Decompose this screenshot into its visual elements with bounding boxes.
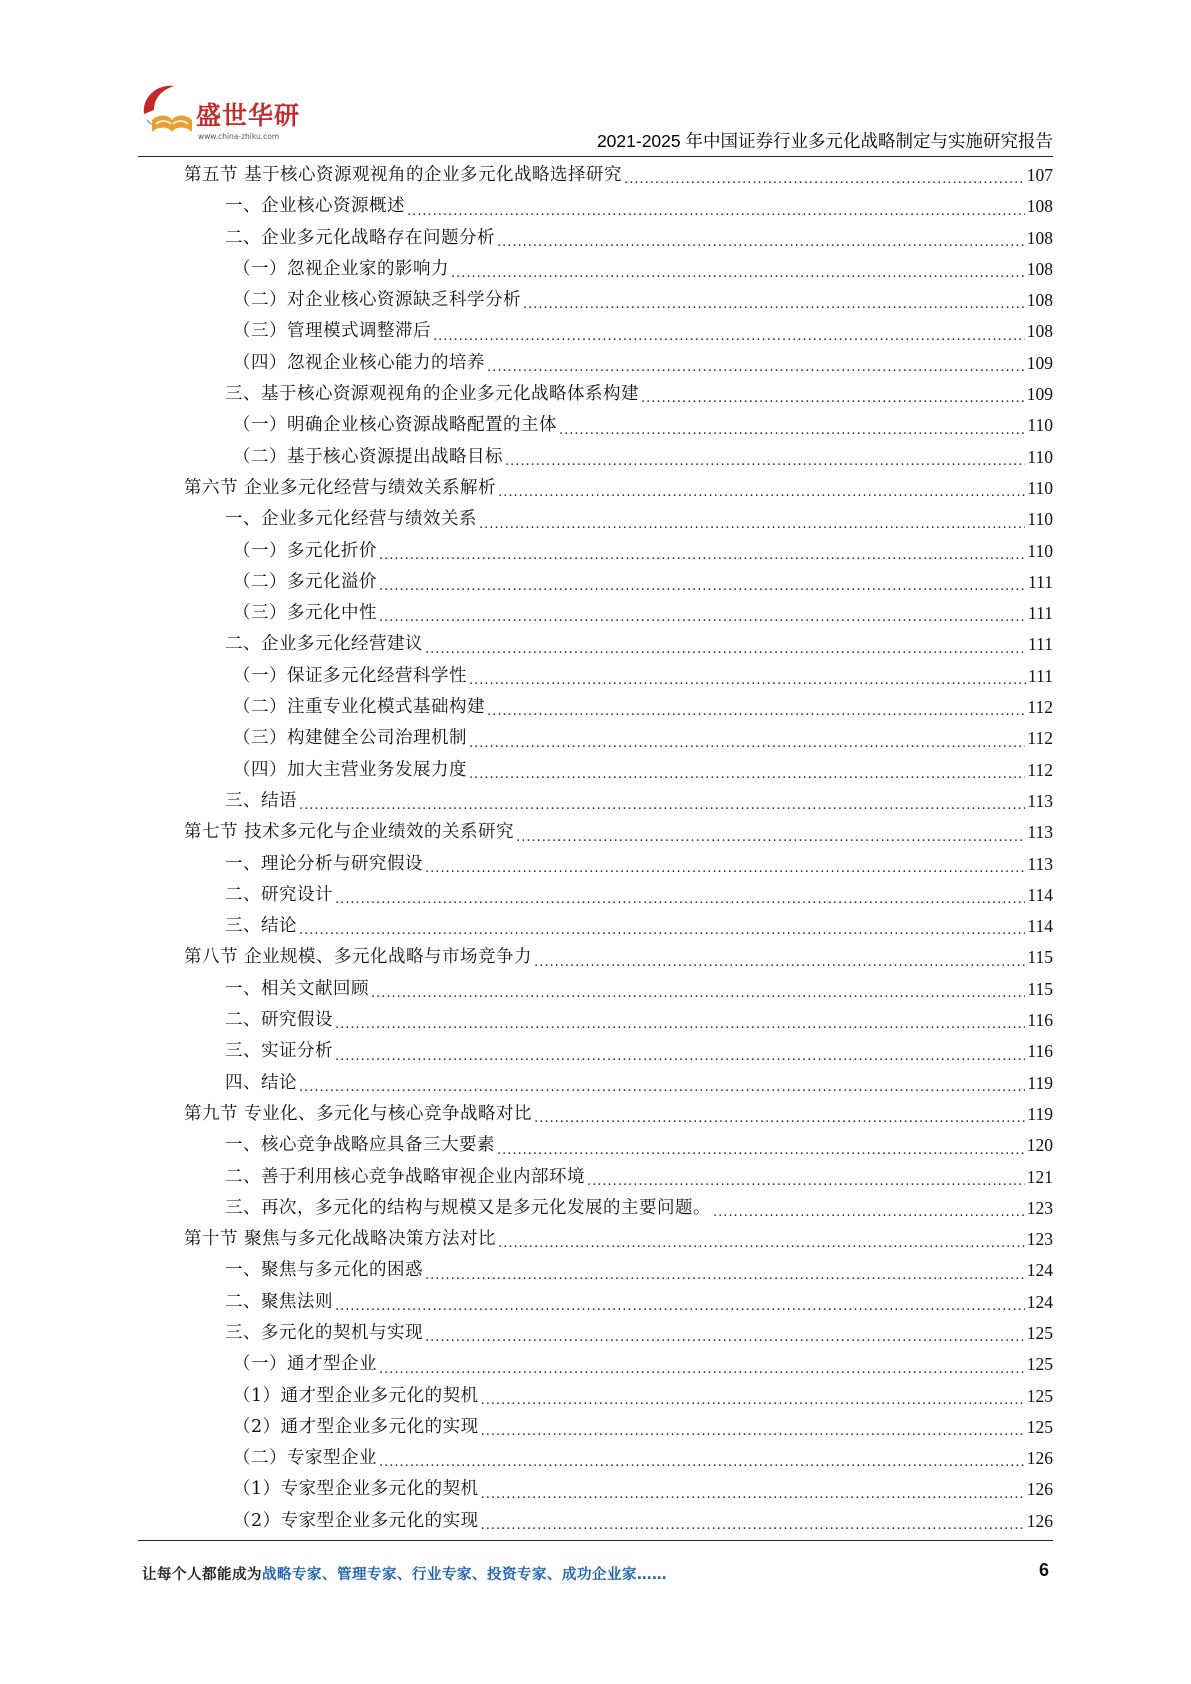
toc-dot-leader — [487, 692, 1025, 723]
toc-entry-title: 一、企业核心资源概述 — [225, 196, 405, 217]
toc-entry-title: 第九节 专业化、多元化与核心竞争战略对比 — [184, 1103, 533, 1124]
toc-entry-title: 第五节 基于核心资源观视角的企业多元化战略选择研究 — [184, 165, 623, 185]
toc-entry[interactable] — [184, 379, 1053, 410]
toc-entry-page: 126 — [1026, 1448, 1053, 1469]
toc-entry[interactable] — [184, 1255, 1053, 1286]
toc-dot-leader — [481, 1474, 1025, 1505]
toc-dot-leader — [497, 1130, 1025, 1161]
brand-url: www.china-zhiku.com — [198, 132, 280, 141]
toc-entry-page: 108 — [1026, 321, 1053, 342]
toc-entry[interactable] — [184, 223, 1053, 254]
toc-entry-page: 121 — [1026, 1166, 1053, 1187]
toc-entry-title: （一）通才型企业 — [233, 1354, 377, 1375]
toc-entry-page: 115 — [1027, 947, 1053, 968]
toc-entry-page: 113 — [1027, 822, 1053, 843]
toc-entry-title: 一、相关文献回顾 — [225, 978, 369, 999]
toc-entry[interactable] — [184, 942, 1053, 973]
brand-name: 盛世华研 — [196, 101, 301, 130]
toc-dot-leader — [379, 567, 1026, 598]
toc-entry[interactable] — [184, 348, 1053, 379]
toc-entry[interactable] — [184, 598, 1053, 629]
toc-entry-title: 二、聚焦法则 — [225, 1291, 333, 1312]
toc-entry[interactable] — [184, 1412, 1053, 1443]
toc-entry[interactable] — [184, 1162, 1053, 1193]
toc-entry-title: （四）忽视企业核心能力的培养 — [233, 352, 485, 373]
footer-slogan — [142, 1563, 667, 1584]
toc-entry-title: （二）基于核心资源提出战略目标 — [233, 446, 503, 467]
toc-dot-leader — [407, 191, 1025, 222]
toc-entry[interactable] — [184, 316, 1053, 347]
toc-entry-page: 108 — [1026, 290, 1053, 311]
toc-entry-page: 115 — [1027, 978, 1053, 999]
toc-entry-page: 111 — [1028, 665, 1053, 686]
toc-entry[interactable] — [184, 1349, 1053, 1380]
toc-entry-page: 108 — [1026, 258, 1053, 279]
toc-entry-page: 111 — [1028, 603, 1053, 624]
toc-entry-page: 113 — [1027, 790, 1053, 811]
toc-entry[interactable] — [184, 473, 1053, 504]
toc-entry-page: 126 — [1026, 1510, 1053, 1531]
toc-entry-title: 四、结论 — [225, 1072, 297, 1093]
toc-dot-leader — [505, 442, 1025, 473]
toc-entry-title: （1）通才型企业多元化的契机 — [233, 1385, 479, 1406]
logo-mark-icon — [138, 80, 198, 142]
toc-entry-title: （三）管理模式调整滞后 — [233, 321, 431, 342]
toc-entry[interactable] — [184, 1224, 1053, 1255]
toc-dot-leader — [335, 880, 1025, 911]
toc-dot-leader — [587, 1162, 1025, 1193]
toc-entry-page: 124 — [1026, 1291, 1053, 1312]
toc-dot-leader — [335, 1036, 1025, 1067]
toc-dot-leader — [299, 1068, 1025, 1099]
toc-dot-leader — [335, 1005, 1025, 1036]
toc-entry-page: 123 — [1026, 1197, 1053, 1218]
toc-entry-title: （一）明确企业核心资源战略配置的主体 — [233, 415, 557, 436]
toc-entry[interactable] — [184, 786, 1053, 817]
toc-entry[interactable] — [184, 410, 1053, 441]
toc-entry-title: 一、理论分析与研究假设 — [225, 853, 423, 874]
toc-entry-page: 125 — [1026, 1354, 1053, 1375]
toc-entry-title: 三、实证分析 — [225, 1041, 333, 1062]
toc-dot-leader — [479, 504, 1025, 535]
toc-entry-page: 110 — [1027, 477, 1053, 498]
toc-dot-leader — [641, 379, 1025, 410]
toc-entry-title: 第十节 聚焦与多元化战略决策方法对比 — [184, 1229, 497, 1250]
toc-entry-page: 113 — [1027, 853, 1053, 874]
toc-entry[interactable] — [184, 1068, 1053, 1099]
toc-dot-leader — [534, 1099, 1025, 1130]
toc-entry-title: （一）多元化折价 — [233, 540, 377, 561]
toc-entry-title: 三、结论 — [225, 916, 297, 937]
toc-entry[interactable] — [184, 911, 1053, 942]
toc-dot-leader — [425, 849, 1025, 880]
toc-entry-page: 114 — [1027, 916, 1053, 937]
toc-entry[interactable] — [184, 1381, 1053, 1412]
toc-dot-leader — [299, 786, 1025, 817]
toc-entry-page: 111 — [1028, 634, 1053, 655]
toc-entry-page: 112 — [1027, 697, 1053, 718]
slogan-roles: 战略专家、管理专家、行业专家、投资专家、成功企业家…… — [262, 1567, 667, 1583]
toc-entry[interactable] — [184, 661, 1053, 692]
toc-dot-leader — [379, 536, 1025, 567]
toc-entry-title: 二、企业多元化经营建议 — [225, 634, 423, 655]
page-number: 6 — [1038, 1560, 1049, 1580]
toc-dot-leader — [469, 661, 1026, 692]
toc-entry-page: 119 — [1027, 1103, 1053, 1124]
toc-entry-page: 110 — [1027, 415, 1053, 436]
toc-dot-leader — [481, 1381, 1025, 1412]
toc-entry-title: 二、企业多元化战略存在问题分析 — [225, 227, 495, 248]
toc-entry-title: 第六节 企业多元化经营与绩效关系解析 — [184, 477, 497, 498]
toc-dot-leader — [371, 974, 1025, 1005]
toc-entry-title: （1）专家型企业多元化的契机 — [233, 1479, 479, 1500]
toc-entry-title: 第七节 技术多元化与企业绩效的关系研究 — [184, 822, 515, 843]
toc-entry-title: （二）多元化溢价 — [233, 571, 377, 592]
toc-entry-page: 123 — [1026, 1229, 1053, 1250]
toc-entry-page: 107 — [1026, 165, 1053, 185]
toc-entry-page: 110 — [1027, 540, 1053, 561]
toc-entry-page: 119 — [1027, 1072, 1053, 1093]
toc-entry[interactable] — [184, 160, 1053, 191]
toc-entry[interactable] — [184, 629, 1053, 660]
toc-dot-leader — [624, 160, 1025, 191]
toc-dot-leader — [481, 1506, 1025, 1537]
toc-entry[interactable] — [184, 1036, 1053, 1067]
toc-dot-leader — [481, 1412, 1025, 1443]
toc-entry-page: 114 — [1027, 884, 1053, 905]
toc-entry[interactable] — [184, 191, 1053, 222]
toc-dot-leader — [433, 316, 1025, 347]
toc-dot-leader — [425, 629, 1026, 660]
toc-entry-page: 125 — [1026, 1322, 1053, 1343]
toc-entry[interactable] — [184, 723, 1053, 754]
toc-entry[interactable] — [184, 1287, 1053, 1318]
toc-entry-title: （三）多元化中性 — [233, 603, 377, 624]
toc-entry-page: 108 — [1026, 196, 1053, 217]
toc-entry-title: （一）忽视企业家的影响力 — [233, 258, 449, 279]
toc-entry-title: 第八节 企业规模、多元化战略与市场竞争力 — [184, 947, 533, 968]
toc-entry-title: （一）保证多元化经营科学性 — [233, 665, 467, 686]
toc-entry-page: 116 — [1027, 1041, 1053, 1062]
toc-entry[interactable] — [184, 849, 1053, 880]
toc-entry-page: 116 — [1027, 1010, 1053, 1031]
toc-entry-title: 三、基于核心资源观视角的企业多元化战略体系构建 — [225, 384, 639, 405]
toc-entry[interactable] — [184, 817, 1053, 848]
toc-entry-title: （2）专家型企业多元化的实现 — [233, 1510, 479, 1531]
toc-entry-title: 二、善于利用核心竞争战略审视企业内部环境 — [225, 1166, 585, 1187]
toc-dot-leader — [497, 223, 1025, 254]
toc-entry[interactable] — [184, 1474, 1053, 1505]
slogan-lead: 让每个人都能成为 — [142, 1567, 262, 1583]
toc-dot-leader — [425, 1318, 1025, 1349]
toc-entry-title: 三、再次，多元化的结构与规模又是多元化发展的主要问题。 — [225, 1197, 711, 1218]
toc-dot-leader — [379, 1443, 1025, 1474]
toc-dot-leader — [379, 598, 1026, 629]
table-of-contents — [184, 160, 1053, 1537]
toc-dot-leader — [425, 1255, 1025, 1286]
toc-entry[interactable] — [184, 254, 1053, 285]
toc-entry[interactable] — [184, 755, 1053, 786]
toc-entry[interactable] — [184, 1193, 1053, 1224]
toc-dot-leader — [534, 942, 1025, 973]
report-title: 2021-2025 年中国证券行业多元化战略制定与实施研究报告 — [596, 131, 1053, 151]
toc-dot-leader — [451, 254, 1025, 285]
toc-entry-page: 111 — [1028, 571, 1053, 592]
toc-entry-page: 110 — [1027, 509, 1053, 530]
toc-entry-title: 一、企业多元化经营与绩效关系 — [225, 509, 477, 530]
toc-dot-leader — [487, 348, 1025, 379]
toc-entry-title: 一、聚焦与多元化的困惑 — [225, 1260, 423, 1281]
toc-dot-leader — [379, 1349, 1025, 1380]
toc-entry-page: 109 — [1026, 384, 1053, 405]
toc-entry-title: （四）加大主营业务发展力度 — [233, 759, 467, 780]
toc-entry-page: 120 — [1026, 1135, 1053, 1156]
toc-dot-leader — [523, 285, 1025, 316]
toc-entry[interactable] — [184, 692, 1053, 723]
toc-entry-title: 三、多元化的契机与实现 — [225, 1322, 423, 1343]
toc-entry-title: （三）构建健全公司治理机制 — [233, 728, 467, 749]
toc-entry-title: 二、研究设计 — [225, 884, 333, 905]
toc-entry-title: （二）专家型企业 — [233, 1448, 377, 1469]
toc-entry[interactable] — [184, 442, 1053, 473]
toc-entry-page: 112 — [1027, 759, 1053, 780]
toc-entry[interactable] — [184, 974, 1053, 1005]
toc-entry[interactable] — [184, 1443, 1053, 1474]
toc-entry[interactable] — [184, 567, 1053, 598]
toc-dot-leader — [516, 817, 1025, 848]
toc-entry-title: （2）通才型企业多元化的实现 — [233, 1416, 479, 1437]
toc-entry-page: 110 — [1027, 446, 1053, 467]
toc-dot-leader — [299, 911, 1025, 942]
toc-entry-page: 109 — [1026, 352, 1053, 373]
toc-entry-title: 一、核心竞争战略应具备三大要素 — [225, 1135, 495, 1156]
toc-entry-page: 125 — [1026, 1385, 1053, 1406]
toc-dot-leader — [335, 1287, 1025, 1318]
toc-entry[interactable] — [184, 285, 1053, 316]
toc-entry-title: （二）注重专业化模式基础构建 — [233, 697, 485, 718]
toc-dot-leader — [498, 1224, 1025, 1255]
toc-entry[interactable] — [184, 536, 1053, 567]
page-header — [138, 80, 1053, 158]
toc-entry-title: 二、研究假设 — [225, 1010, 333, 1031]
toc-entry-page: 112 — [1027, 728, 1053, 749]
toc-dot-leader — [559, 410, 1025, 441]
toc-entry[interactable] — [184, 1005, 1053, 1036]
footer-divider — [138, 1540, 1053, 1541]
toc-entry[interactable] — [184, 1506, 1053, 1537]
toc-entry-page: 126 — [1026, 1479, 1053, 1500]
toc-entry-page: 125 — [1026, 1416, 1053, 1437]
toc-dot-leader — [498, 473, 1025, 504]
toc-entry[interactable] — [184, 1130, 1053, 1161]
brand-logo — [138, 80, 308, 150]
toc-entry-title: （二）对企业核心资源缺乏科学分析 — [233, 290, 521, 311]
toc-entry[interactable] — [184, 1318, 1053, 1349]
toc-entry-page: 124 — [1026, 1260, 1053, 1281]
toc-entry-page: 108 — [1026, 227, 1053, 248]
toc-entry[interactable] — [184, 1099, 1053, 1130]
toc-entry-title: 三、结语 — [225, 790, 297, 811]
toc-entry[interactable] — [184, 504, 1053, 535]
toc-dot-leader — [469, 755, 1025, 786]
toc-dot-leader — [713, 1193, 1025, 1224]
toc-dot-leader — [469, 723, 1025, 754]
header-divider — [138, 156, 1053, 157]
toc-entry[interactable] — [184, 880, 1053, 911]
